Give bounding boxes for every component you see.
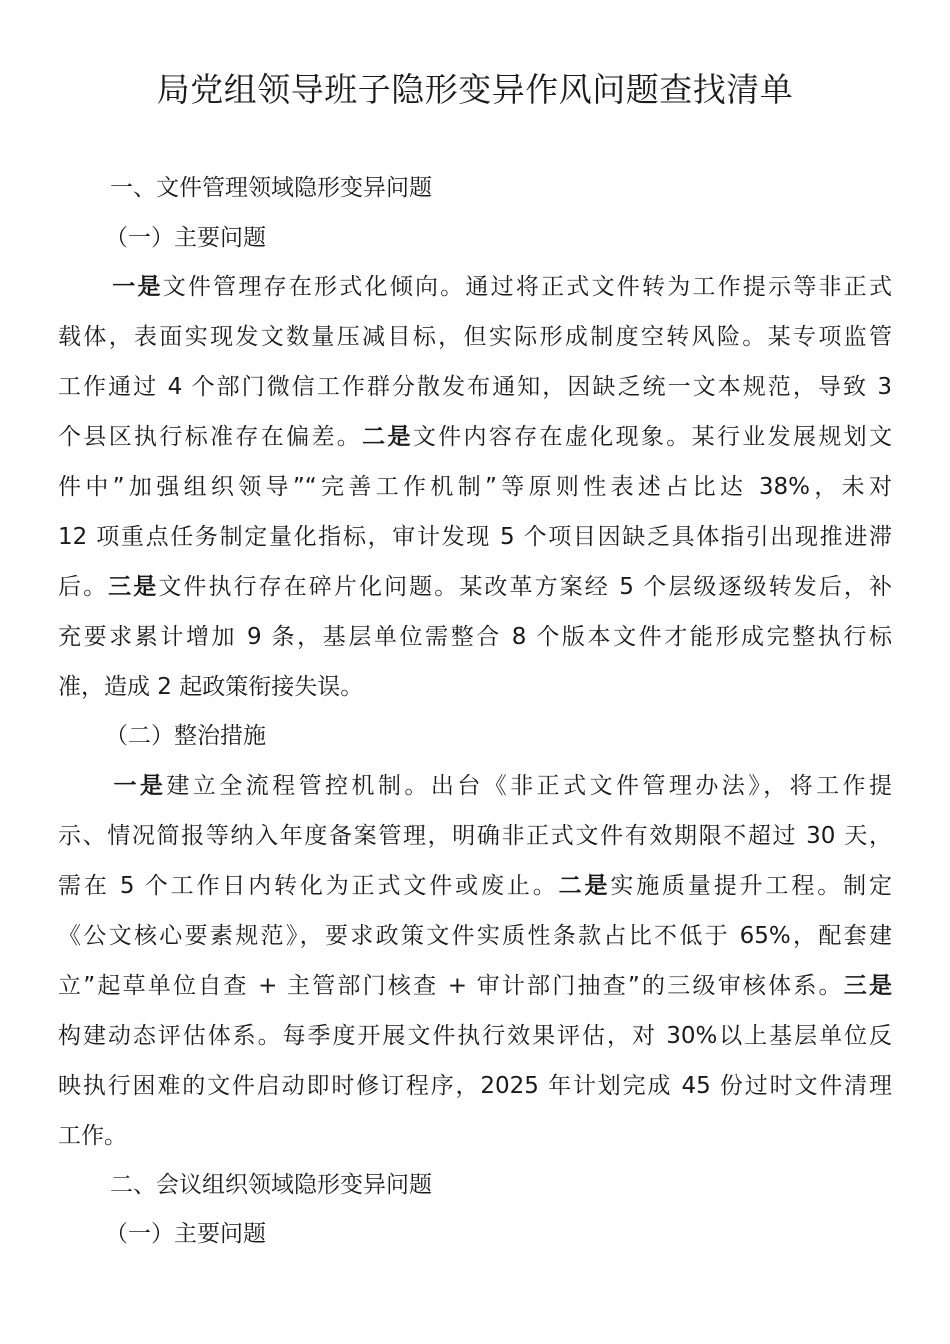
paragraph-line: 工作。 [58,1123,127,1149]
text-span: 需在 5 个工作日内转化为正式文件或废止。 [58,873,559,899]
text-span: 后。 [58,574,109,600]
paragraph-line: 12 项重点任务制定量化指标，审计发现 5 个项目因缺乏具体指引出现推进滞 [58,524,892,550]
section-1-problems-heading: （一）主要问题 [105,225,266,251]
lead-one: 一是 [110,274,163,300]
paragraph-line: 示、情况简报等纳入年度备案管理，明确非正式文件有效期限不超过 30 天， [58,823,892,849]
text-span: 建立全流程管控机制。出台《非正式文件管理办法》，将工作提 [166,773,893,799]
lead-one: 一是 [110,773,167,799]
lead-three: 三是 [108,574,159,600]
paragraph-line [58,271,892,303]
lead-two: 二是 [362,424,413,450]
paragraph-line [58,770,892,802]
paragraph-line: 构建动态评估体系。每季度开展文件执行效果评估，对 30%以上基层单位反 [58,1023,892,1049]
paragraph-line: 准，造成 2 起政策衔接失误。 [58,674,364,700]
paragraph-line: 映执行困难的文件启动即时修订程序，2025 年计划完成 45 份过时文件清理 [58,1073,892,1099]
text-span: 个县区执行标准存在偏差。 [58,424,363,450]
paragraph-line: 充要求累计增加 9 条，基层单位需整合 8 个版本文件才能形成完整执行标 [58,624,892,650]
paragraph-line [58,571,892,603]
text-span: 实施质量提升工程。制定 [610,873,892,899]
section-2-heading: 二、会议组织领域隐形变异问题 [110,1172,432,1198]
lead-three: 三是 [843,973,892,999]
section-1-measures-heading: （二）整治措施 [105,723,266,749]
paragraph-line: 工作通过 4 个部门微信工作群分散发布通知，因缺乏统一文本规范，导致 3 [58,374,892,400]
paragraph-line [58,870,892,902]
paragraph-line [58,970,892,1002]
text-span: 文件执行存在碎片化问题。某改革方案经 5 个层级逐级转发后，补 [158,574,893,600]
paragraph-line: 载体，表面实现发文数量压减目标，但实际形成制度空转风险。某专项监管 [58,324,892,350]
text-span: 文件管理存在形式化倾向。通过将正式文件转为工作提示等非正式 [162,274,893,300]
text-span: 立”起草单位自查 + 主管部门核查 + 审计部门抽查”的三级审核体系。 [58,973,844,999]
section-1-heading: 一、文件管理领域隐形变异问题 [110,175,432,201]
paragraph-line [58,421,892,453]
document-title: 局党组领导班子隐形变异作风问题查找清单 [156,70,794,109]
paragraph-line: 件中”加强组织领导”“完善工作机制”等原则性表述占比达 38%，未对 [58,474,892,500]
section-2-problems-heading: （一）主要问题 [105,1221,266,1247]
lead-two: 二是 [558,873,611,899]
paragraph-line: 《公文核心要素规范》，要求政策文件实质性条款占比不低于 65%，配套建 [58,923,892,949]
text-span: 文件内容存在虚化现象。某行业发展规划文 [412,424,892,450]
